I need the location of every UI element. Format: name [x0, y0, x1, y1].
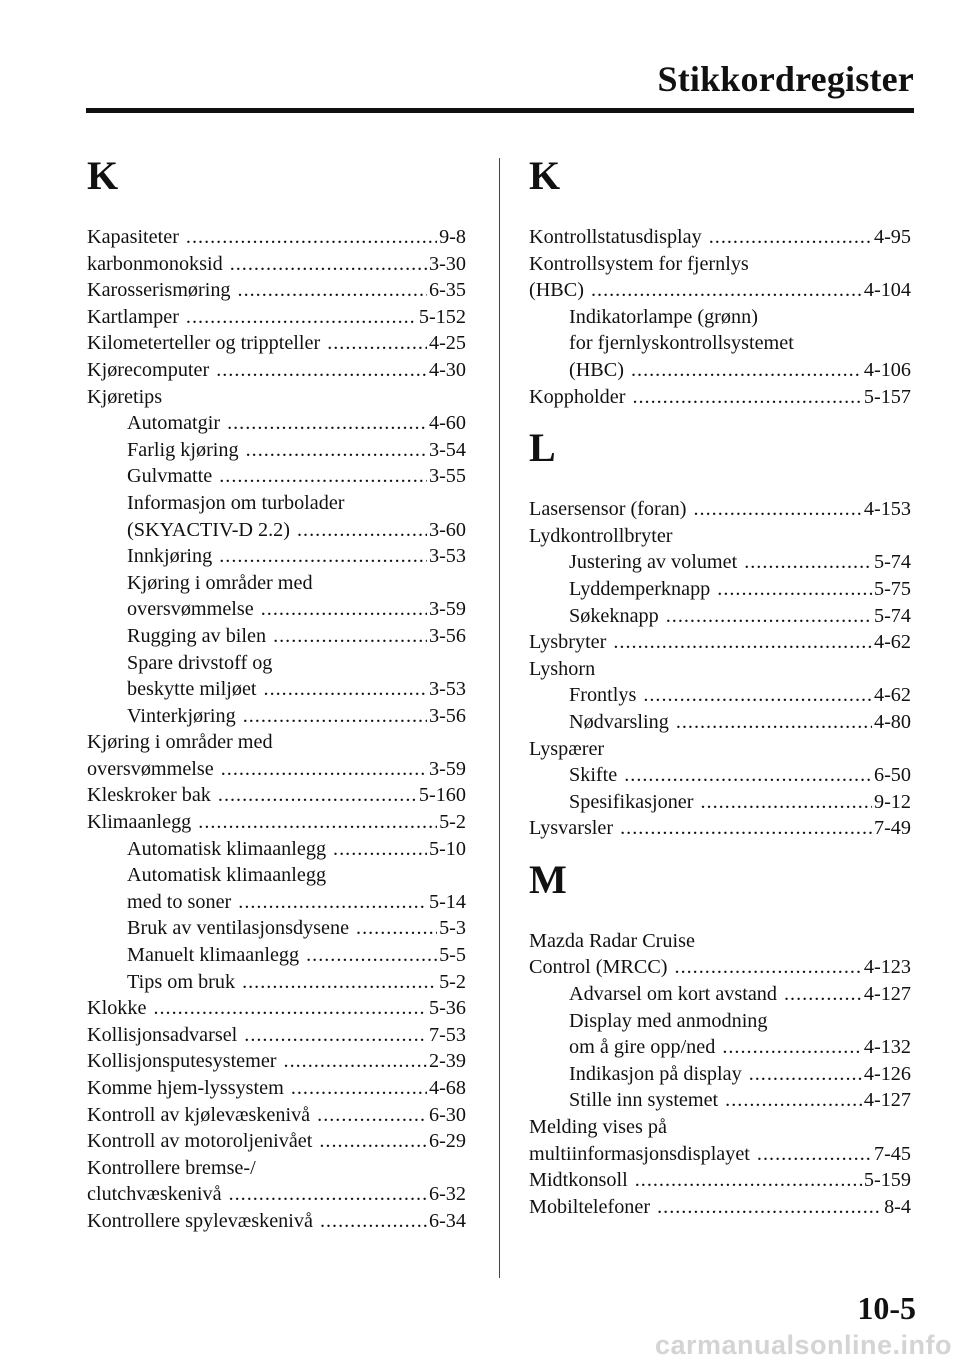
leader-dots — [749, 1061, 862, 1088]
leader-dots — [230, 251, 427, 278]
index-subentry — [87, 889, 466, 916]
entry-label: Control (MRCC) — [529, 956, 668, 979]
leader-dots — [244, 1022, 427, 1049]
index-entry — [529, 1114, 911, 1141]
entry-label: beskytte miljøet — [127, 678, 257, 701]
index-subentry — [87, 676, 466, 703]
entry-page-ref: 5-152 — [418, 305, 466, 328]
entry-label: oversvømmelse — [127, 598, 254, 621]
index-entry — [87, 357, 466, 384]
leader-dots — [218, 782, 417, 809]
index-entry — [87, 809, 466, 836]
index-entry — [87, 384, 466, 411]
index-entry — [87, 224, 466, 251]
entry-page-ref: 4-153 — [863, 498, 911, 521]
entry-label: Lyddemperknapp — [569, 577, 711, 600]
entry-label: Justering av volumet — [569, 551, 738, 574]
index-subentry — [529, 330, 911, 357]
index-entry — [87, 1048, 466, 1075]
index-entry — [529, 384, 911, 411]
leader-dots — [676, 709, 872, 736]
index-entry — [87, 1181, 466, 1208]
leader-dots — [784, 981, 862, 1008]
leader-dots — [613, 629, 872, 656]
entry-page-ref: 3-30 — [428, 252, 466, 275]
entry-page-ref: 6-34 — [428, 1209, 466, 1232]
entry-page-ref: 6-30 — [428, 1103, 466, 1126]
entry-label: Lysvarsler — [529, 817, 614, 840]
entry-page-ref: 6-32 — [428, 1183, 466, 1206]
entry-page-ref: 5-36 — [428, 997, 466, 1020]
leader-dots — [273, 623, 427, 650]
entry-label: Kontrollere spylevæskenivå — [87, 1209, 313, 1232]
index-entry — [529, 1167, 911, 1194]
leader-dots — [227, 410, 427, 437]
leader-dots — [246, 437, 427, 464]
leader-dots — [356, 915, 437, 942]
index-subentry — [529, 1061, 911, 1088]
leader-dots — [657, 1194, 882, 1221]
index-column-left — [87, 152, 466, 1235]
entry-page-ref: 4-62 — [873, 684, 911, 707]
leader-dots — [264, 676, 427, 703]
leader-dots — [284, 1048, 427, 1075]
entry-label: Komme hjem-lyssystem — [87, 1077, 284, 1099]
entry-label: Bruk av ventilasjonsdysene — [127, 917, 350, 940]
entry-page-ref: 4-127 — [863, 983, 911, 1006]
entry-label: Manuelt klimaanlegg — [127, 944, 300, 967]
entry-label: Frontlys — [569, 684, 637, 707]
entry-label: Stille inn systemet — [569, 1089, 719, 1112]
index-entry — [87, 1128, 466, 1155]
index-entry — [529, 815, 911, 842]
entry-label: Karosserismøring — [87, 279, 231, 302]
leader-dots — [186, 304, 417, 331]
entry-page-ref: 4-127 — [863, 1089, 911, 1112]
entry-page-ref: 4-95 — [873, 226, 911, 248]
entry-page-ref: 5-10 — [428, 837, 466, 860]
leader-dots — [620, 815, 872, 842]
index-subentry — [529, 576, 911, 603]
index-entry — [529, 736, 911, 763]
entry-page-ref: 5-74 — [873, 604, 911, 627]
entry-label: Nødvarsling — [569, 710, 669, 733]
index-subentry — [87, 969, 466, 996]
entry-page-ref: 6-35 — [428, 279, 466, 302]
entry-label: Indikatorlampe (grønn) — [569, 305, 758, 328]
index-entry — [529, 224, 911, 251]
entry-label: Informasjon om turbolader — [127, 491, 345, 514]
entry-label: Klokke — [87, 997, 147, 1020]
entry-label: Kontrollstatusdisplay — [529, 226, 702, 248]
leader-dots — [242, 969, 437, 996]
leader-dots — [631, 357, 862, 384]
leader-dots — [624, 762, 872, 789]
entry-page-ref: 9-8 — [439, 226, 466, 248]
entry-label: Gulvmatte — [127, 465, 213, 488]
entry-label: Kollisjonsputesystemer — [87, 1050, 277, 1073]
leader-dots — [319, 1128, 427, 1155]
entry-page-ref: 5-75 — [873, 577, 911, 600]
entry-label: Lyshorn — [529, 657, 596, 680]
section-letter-k: K — [87, 153, 119, 198]
index-subentry — [87, 915, 466, 942]
leader-dots — [643, 682, 872, 709]
entry-page-ref: 4-123 — [863, 956, 911, 979]
entry-page-ref: 7-49 — [873, 817, 911, 840]
leader-dots — [675, 954, 862, 981]
leader-dots — [238, 889, 427, 916]
index-entry — [87, 729, 466, 756]
entry-label: Rugging av bilen — [127, 624, 267, 647]
entry-label: Skifte — [569, 764, 618, 787]
index-entry — [87, 756, 466, 783]
leader-dots — [317, 1102, 427, 1129]
leader-dots — [744, 549, 872, 576]
index-subentry — [529, 789, 911, 816]
entry-page-ref: 6-29 — [428, 1130, 466, 1153]
index-entry — [87, 330, 466, 357]
index-subentry — [529, 709, 911, 736]
entry-page-ref: 5-2 — [439, 811, 466, 834]
entry-label: Kjøring i områder med — [127, 571, 313, 594]
index-subentry — [87, 570, 466, 597]
entry-label: Spesifikasjoner — [569, 790, 694, 813]
leader-dots — [219, 463, 427, 490]
entry-page-ref: 4-60 — [428, 412, 466, 435]
index-entry — [87, 251, 466, 278]
section-letter-k: K — [529, 153, 561, 198]
entry-page-ref: 4-80 — [873, 710, 911, 733]
leader-dots — [229, 1181, 427, 1208]
entry-page-ref: 5-14 — [428, 890, 466, 913]
leader-dots — [219, 543, 427, 570]
entry-page-ref: 5-74 — [873, 551, 911, 574]
entry-page-ref: 5-2 — [439, 970, 466, 993]
leader-dots — [221, 756, 427, 783]
entry-label: Kontrollere bremse-/ — [87, 1156, 256, 1179]
index-entry — [529, 629, 911, 656]
index-subentry — [87, 490, 466, 517]
index-subentry — [529, 304, 911, 331]
leader-dots — [757, 1141, 872, 1168]
entry-page-ref: 3-60 — [428, 518, 466, 541]
index-subentry — [87, 463, 466, 490]
section-letter-l: L — [529, 425, 556, 471]
index-subentry — [87, 437, 466, 464]
entry-label: Klimaanlegg — [87, 811, 192, 834]
page-number: 10-5 — [857, 1290, 916, 1326]
watermark: carmanualsonline.info — [654, 1330, 952, 1360]
entry-label: Kilometerteller og trippteller — [87, 332, 321, 355]
entry-label: Kontroll av motoroljenivået — [87, 1130, 313, 1153]
index-entry — [87, 782, 466, 809]
index-subentry — [87, 703, 466, 730]
index-entry — [529, 1141, 911, 1168]
entry-label: Kontrollsystem for fjernlys — [529, 252, 749, 275]
leader-dots — [700, 789, 872, 816]
index-entry — [529, 954, 911, 981]
index-subentry — [87, 942, 466, 969]
index-entry — [87, 1155, 466, 1182]
leader-dots — [632, 384, 861, 411]
entry-label: multiinformasjonsdisplayet — [529, 1142, 750, 1165]
leader-dots — [198, 809, 437, 836]
entry-label: Automatgir — [127, 412, 221, 435]
index-subentry — [529, 1008, 911, 1035]
entry-label: Automatisk klimaanlegg — [127, 837, 327, 860]
entry-label: Automatisk klimaanlegg — [127, 864, 327, 887]
leader-dots — [722, 1034, 862, 1061]
entry-label: Mazda Radar Cruise — [529, 929, 695, 952]
entry-label: Mobiltelefoner — [529, 1195, 651, 1218]
entry-label: Lysbryter — [529, 631, 607, 654]
index-subentry — [529, 1034, 911, 1061]
entry-page-ref: 4-104 — [863, 279, 911, 302]
page-title: Stikkordregister — [657, 59, 914, 99]
entry-label: Melding vises på — [529, 1116, 667, 1139]
index-subentry — [87, 836, 466, 863]
entry-label: Farlig kjøring — [127, 438, 239, 461]
leader-dots — [725, 1087, 862, 1114]
entry-label: med to soner — [127, 890, 232, 913]
leader-dots — [291, 1075, 427, 1102]
entry-page-ref: 3-56 — [428, 624, 466, 647]
entry-label: (HBC) — [569, 358, 624, 381]
index-subentry — [87, 517, 466, 544]
leader-dots — [709, 224, 872, 251]
leader-dots — [717, 576, 872, 603]
index-subentry — [87, 650, 466, 677]
entry-page-ref: 7-45 — [873, 1142, 911, 1165]
index-column-right — [529, 152, 911, 1220]
leader-dots — [186, 224, 437, 251]
leader-dots — [153, 995, 427, 1022]
entry-label: Kleskroker bak — [87, 784, 211, 807]
index-entry — [529, 928, 911, 955]
entry-page-ref: 5-159 — [863, 1169, 911, 1192]
leader-dots — [216, 357, 427, 384]
entry-page-ref: 3-59 — [428, 757, 466, 780]
index-entry — [87, 995, 466, 1022]
entry-page-ref: 2-39 — [428, 1050, 466, 1073]
leader-dots — [297, 517, 427, 544]
entry-page-ref: 9-12 — [873, 790, 911, 813]
index-entry — [529, 656, 911, 683]
entry-page-ref: 3-56 — [428, 704, 466, 727]
entry-page-ref: 3-53 — [428, 678, 466, 701]
entry-page-ref: 3-55 — [428, 465, 466, 488]
index-entry — [87, 1075, 466, 1102]
entry-page-ref: 3-53 — [428, 545, 466, 568]
entry-page-ref: 4-30 — [428, 358, 466, 381]
header-rule — [86, 108, 914, 113]
index-entry — [87, 1208, 466, 1235]
index-subentry — [529, 357, 911, 384]
leader-dots — [591, 277, 862, 304]
entry-page-ref: 5-160 — [418, 784, 466, 807]
leader-dots — [238, 277, 427, 304]
leader-dots — [694, 496, 862, 523]
entry-page-ref: 4-62 — [873, 631, 911, 654]
entry-label: Spare drivstoff og — [127, 651, 273, 674]
entry-label: Kjøring i områder med — [87, 731, 273, 754]
entry-label: for fjernlyskontrollsystemet — [569, 332, 794, 355]
index-entry — [529, 496, 911, 523]
index-subentry — [529, 682, 911, 709]
entry-label: Kjøretips — [87, 385, 163, 408]
entry-label: Innkjøring — [127, 545, 213, 568]
entry-page-ref: 4-126 — [863, 1062, 911, 1085]
entry-label: Koppholder — [529, 385, 626, 408]
leader-dots — [327, 330, 427, 357]
entry-label: oversvømmelse — [87, 757, 214, 780]
index-subentry — [529, 981, 911, 1008]
entry-label: Vinterkjøring — [127, 704, 236, 727]
entry-page-ref: 5-5 — [439, 944, 466, 967]
entry-page-ref: 4-132 — [863, 1036, 911, 1059]
entry-label: Søkeknapp — [569, 604, 659, 627]
entry-label: (SKYACTIV-D 2.2) — [127, 518, 290, 541]
entry-page-ref: 4-25 — [428, 332, 466, 355]
entry-label: (HBC) — [529, 279, 584, 302]
entry-page-ref: 4-68 — [428, 1077, 466, 1099]
entry-label: Tips om bruk — [127, 970, 236, 993]
entry-label: clutchvæskenivå — [87, 1183, 222, 1206]
leader-dots — [635, 1167, 862, 1194]
index-subentry — [87, 623, 466, 650]
leader-dots — [320, 1208, 427, 1235]
index-entry — [87, 1102, 466, 1129]
index-subentry — [529, 549, 911, 576]
entry-label: Advarsel om kort avstand — [569, 983, 777, 1006]
index-entry — [529, 251, 911, 278]
entry-page-ref: 5-3 — [439, 917, 466, 940]
index-entry — [87, 304, 466, 331]
index-entry — [529, 523, 911, 550]
index-subentry — [87, 410, 466, 437]
index-subentry — [529, 1087, 911, 1114]
entry-label: karbonmonoksid — [87, 252, 223, 275]
entry-label: Kapasiteter — [87, 226, 179, 248]
section-letter-m: M — [529, 856, 567, 902]
leader-dots — [243, 703, 427, 730]
entry-label: Kjørecomputer — [87, 358, 210, 381]
entry-label: Indikasjon på display — [569, 1062, 742, 1085]
entry-label: Kontroll av kjølevæskenivå — [87, 1103, 311, 1126]
entry-label: Lasersensor (foran) — [529, 498, 687, 521]
entry-page-ref: 4-106 — [863, 358, 911, 381]
index-entry — [87, 277, 466, 304]
entry-label: Lydkontrollbryter — [529, 524, 673, 547]
index-subentry — [87, 543, 466, 570]
entry-page-ref: 3-59 — [428, 598, 466, 621]
column-divider — [499, 158, 500, 1278]
entry-page-ref: 5-157 — [863, 385, 911, 408]
index-subentry — [529, 603, 911, 630]
entry-label: Lyspærer — [529, 737, 605, 760]
entry-page-ref: 3-54 — [428, 438, 466, 461]
entry-label: Kollisjonsadvarsel — [87, 1023, 238, 1046]
leader-dots — [306, 942, 437, 969]
index-subentry — [87, 862, 466, 889]
entry-page-ref: 7-53 — [428, 1023, 466, 1046]
index-subentry — [87, 596, 466, 623]
index-entry — [529, 1194, 911, 1221]
leader-dots — [333, 836, 427, 863]
entry-label: Midtkonsoll — [529, 1169, 628, 1192]
index-subentry — [529, 762, 911, 789]
index-entry — [87, 1022, 466, 1049]
leader-dots — [261, 596, 427, 623]
entry-label: om å gire opp/ned — [569, 1036, 716, 1059]
entry-label: Display med anmodning — [569, 1009, 768, 1032]
entry-page-ref: 6-50 — [873, 764, 911, 787]
leader-dots — [666, 603, 872, 630]
entry-label: Kartlamper — [87, 305, 179, 328]
entry-page-ref: 8-4 — [884, 1195, 911, 1218]
index-entry — [529, 277, 911, 304]
